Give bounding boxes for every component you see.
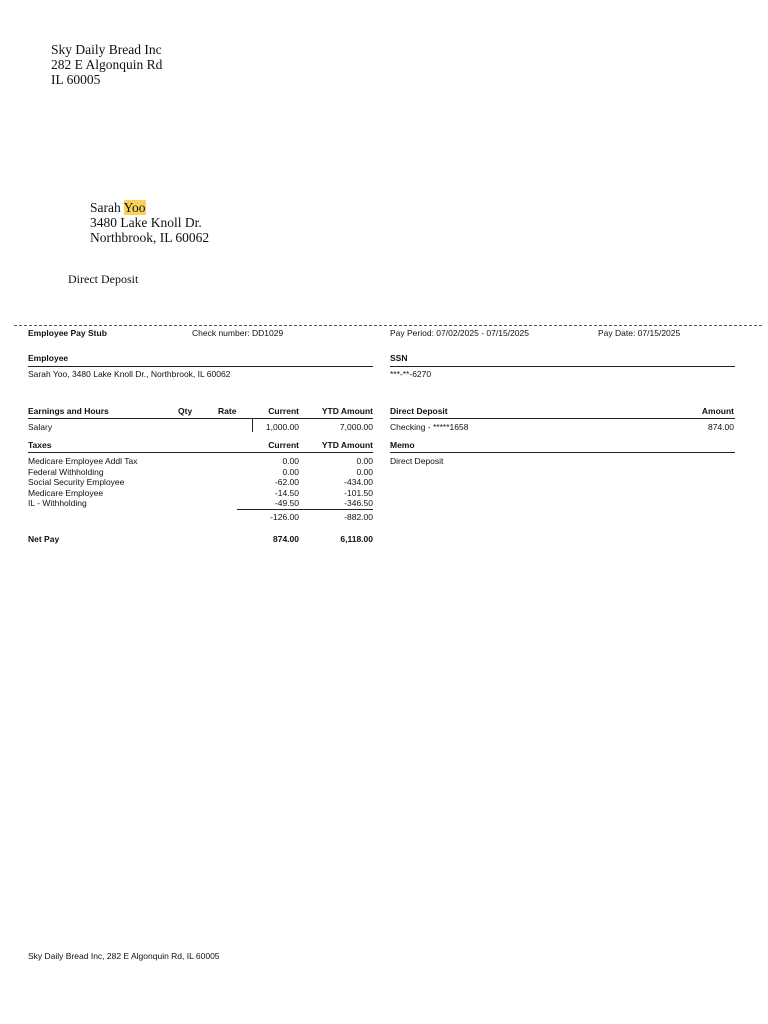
earnings-header-current: Current [268,406,299,416]
tax-row-label: IL - Withholding [28,498,87,508]
ssn-rule [390,366,735,367]
payment-method: Direct Deposit [68,272,139,286]
stub-title: Employee Pay Stub [28,328,107,338]
taxes-header-ytd: YTD Amount [321,440,373,450]
taxes-header-current: Current [268,440,299,450]
tax-row-ytd: -346.50 [344,498,373,508]
direct-deposit-account: Checking - *****1658 [390,422,469,432]
company-city-zip: IL 60005 [51,72,101,87]
earnings-row-current: 1,000.00 [265,422,299,432]
employee-rule [28,366,373,367]
earnings-header-qty: Qty [178,406,193,416]
recipient-city-zip: Northbrook, IL 60062 [90,230,210,245]
tax-row-current: -14.50 [274,487,299,498]
tax-row-ytd: -101.50 [344,487,373,498]
recipient-first-name: Sarah [90,200,121,215]
tax-row-current: -49.50 [274,498,299,508]
recipient-address [90,200,209,245]
earnings-row-ytd: 7,000.00 [339,422,373,432]
tax-row-label: Federal Withholding [28,466,104,477]
ssn-value: ***-**-6270 [390,369,432,379]
direct-deposit-header-label: Direct Deposit [390,406,448,416]
direct-deposit-header-amount: Amount [701,406,734,416]
earnings-header-rule [28,418,373,419]
earnings-header-ytd: YTD Amount [321,406,373,416]
net-pay-ytd: 6,118.00 [340,534,373,544]
perforation-line [14,325,762,326]
earnings-row-label: Salary [28,422,53,432]
taxes-total-current: -126.00 [270,512,299,522]
ssn-label: SSN [390,353,408,363]
pay-date: Pay Date: 07/15/2025 [598,328,681,338]
employee-label: Employee [28,353,69,363]
tax-row-ytd: -434.00 [344,477,373,487]
direct-deposit-amount: 874.00 [708,422,734,432]
memo-value: Direct Deposit [390,456,444,466]
net-pay-label: Net Pay [28,534,60,544]
tax-row-ytd: 0.00 [356,456,373,466]
taxes-header-label: Taxes [28,440,52,450]
memo-rule [390,452,735,453]
pay-period: Pay Period: 07/02/2025 - 07/15/2025 [390,328,529,338]
recipient-last-name-highlighted: Yoo [123,200,146,215]
check-number: Check number: DD1029 [192,328,284,338]
employee-value: Sarah Yoo, 3480 Lake Knoll Dr., Northbrook, IL 60062 [28,369,231,379]
taxes-total-ytd: -882.00 [344,512,373,522]
taxes-header-rule [28,452,373,453]
tax-row-current: 0.00 [282,456,299,466]
tax-row-label: Social Security Employee [28,477,125,487]
company-street: 282 E Algonquin Rd [51,57,163,72]
direct-deposit-header-rule [390,418,735,419]
tax-row-ytd: 0.00 [356,466,373,477]
tax-row-current: -62.00 [274,477,299,487]
company-name: Sky Daily Bread Inc [51,42,162,57]
recipient-street: 3480 Lake Knoll Dr. [90,215,202,230]
company-address [51,42,162,87]
recipient-name-line [90,200,209,215]
tax-row-label: Medicare Employee [28,487,104,498]
earnings-header-rate: Rate [218,406,237,416]
tax-row-label: Medicare Employee Addl Tax [28,456,138,466]
net-pay-current: 874.00 [273,534,299,544]
taxes-total-rule [237,509,373,510]
footer-address: Sky Daily Bread Inc, 282 E Algonquin Rd, IL 60005 [28,951,220,961]
memo-label: Memo [390,440,415,450]
earnings-header-label: Earnings and Hours [28,406,109,416]
tax-row-current: 0.00 [282,466,299,477]
